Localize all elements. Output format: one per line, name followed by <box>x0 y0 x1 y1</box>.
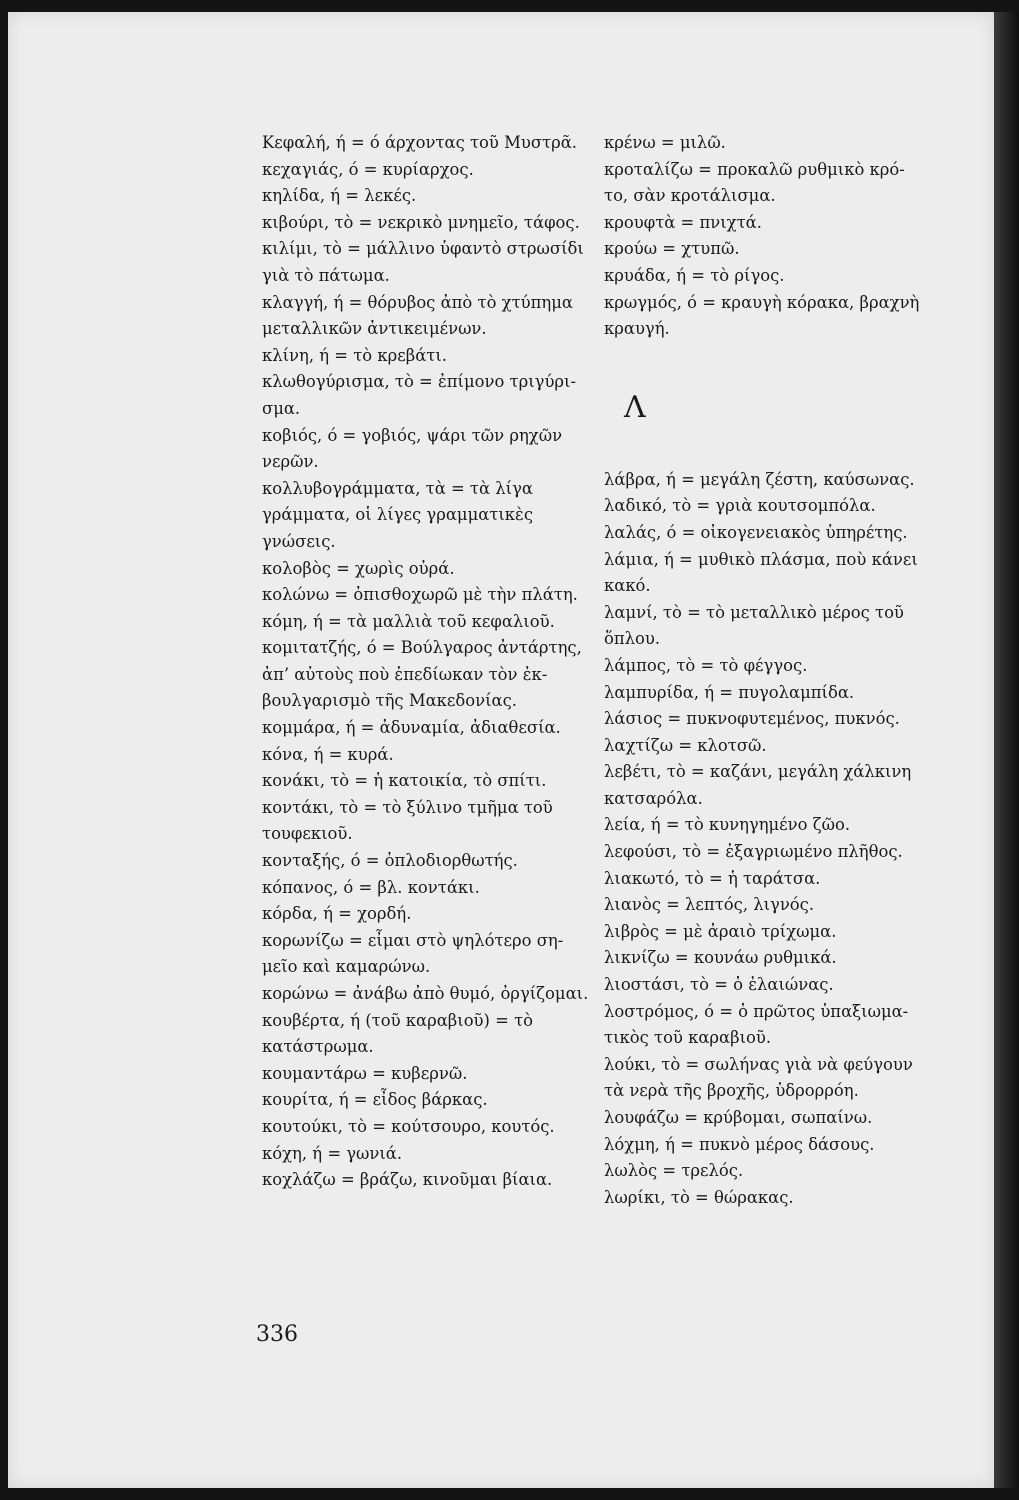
entry-line: το, σὰν κροτάλισμα. <box>604 186 776 206</box>
entry-line: λόχμη, ή = πυκνὸ μέρος δάσους. <box>604 1134 875 1154</box>
glossary-entry <box>262 1061 602 1088</box>
entry-line: σμα. <box>262 398 301 418</box>
entry-line: τὰ νερὰ τῆς βροχῆς, ὑδρορρόη. <box>604 1081 859 1101</box>
glossary-entry <box>604 1185 979 1212</box>
glossary-entry <box>262 210 602 237</box>
entry-line: λωρίκι, τὸ = θώρακας. <box>604 1187 794 1207</box>
glossary-entry <box>604 653 979 680</box>
entry-line: κολλυβογράμματα, τὰ = τὰ λίγα <box>262 478 533 498</box>
glossary-entry <box>262 928 602 981</box>
glossary-entry <box>262 1114 602 1141</box>
entry-line: Κεφαλή, ή = ό άρχοντας τοῦ Μυστρᾶ. <box>262 133 577 152</box>
section-letter-heading: Λ <box>624 389 646 425</box>
glossary-entry <box>262 848 602 875</box>
entry-line: λιακωτό, τὸ = ἡ ταράτσα. <box>604 868 821 888</box>
entry-line: γράμματα, οἱ λίγες γραμματικὲς <box>262 505 534 525</box>
entry-line: λαδικό, τὸ = γριὰ κουτσομπόλα. <box>604 496 876 516</box>
entry-line: κουμαντάρω = κυβερνῶ. <box>262 1063 468 1083</box>
glossary-entry <box>604 467 979 494</box>
entry-line: κροταλίζω = προκαλῶ ρυθμικὸ κρό- <box>604 159 905 179</box>
glossary-entry <box>604 706 979 733</box>
glossary-entry <box>604 1132 979 1159</box>
entry-line: νερῶν. <box>262 452 319 472</box>
glossary-entry <box>604 759 979 812</box>
entry-line: κουρίτα, ή = εἶδος βάρκας. <box>262 1090 488 1110</box>
entry-line: λικνίζω = κουνάω ρυθμικά. <box>604 948 837 968</box>
entry-line: κεχαγιάς, ό = κυρίαρχος. <box>262 159 474 179</box>
glossary-entry <box>262 742 602 769</box>
glossary-entry <box>262 290 602 343</box>
glossary-entry <box>604 547 979 600</box>
glossary-entry <box>604 945 979 972</box>
glossary-entries-kappa <box>604 130 979 343</box>
entry-line: κατσαρόλα. <box>604 788 703 808</box>
entry-line: κρούω = χτυπῶ. <box>604 239 740 259</box>
entry-line: λιοστάσι, τὸ = ὁ ἐλαιώνας. <box>604 975 834 995</box>
entry-line: κλίνη, ή = τὸ κρεβάτι. <box>262 345 448 365</box>
glossary-entry <box>604 1105 979 1132</box>
glossary-entry <box>262 556 602 583</box>
entry-line: κονάκι, τὸ = ἡ κατοικία, τὸ σπίτι. <box>262 771 547 791</box>
glossary-entry <box>262 715 602 742</box>
entry-line: κόνα, ή = κυρά. <box>262 744 394 764</box>
entry-line: κατάστρωμα. <box>262 1037 374 1057</box>
glossary-entry <box>262 609 602 636</box>
glossary-entry <box>262 157 602 184</box>
entry-line: τουφεκιοῦ. <box>262 824 353 844</box>
glossary-entry <box>604 236 979 263</box>
glossary-entry <box>604 866 979 893</box>
glossary-entry <box>604 999 979 1052</box>
glossary-entry <box>262 582 602 609</box>
glossary-entry <box>262 476 602 556</box>
glossary-entry <box>604 892 979 919</box>
entry-line: λάμια, ή = μυθικὸ πλάσμα, ποὺ κάνει <box>604 549 918 569</box>
glossary-entry <box>262 635 602 715</box>
entry-line: κιβούρι, τὸ = νεκρικὸ μνημεῖο, τάφος. <box>262 212 580 232</box>
entry-line: γιὰ τὸ πάτωμα. <box>262 265 390 285</box>
entry-line: λούκι, τὸ = σωλήνας γιὰ νὰ φεύγουν <box>604 1054 913 1074</box>
glossary-entry <box>604 680 979 707</box>
entry-line: λουφάζω = κρύβομαι, σωπαίνω. <box>604 1108 873 1127</box>
entry-line: κομιτατζής, ό = Βούλγαρος ἀντάρτης, <box>262 638 582 658</box>
glossary-entry <box>604 290 979 343</box>
entry-line: μεταλλικῶν ἀντικειμένων. <box>262 319 487 339</box>
entry-line: λαλάς, ό = οἰκογενειακὸς ὑπηρέτης. <box>604 522 908 542</box>
entry-line: λοστρόμος, ό = ὁ πρῶτος ὑπαξιωμα- <box>604 1001 909 1021</box>
glossary-entry <box>262 1008 602 1061</box>
entry-line: ἀπ’ αὐτοὺς ποὺ ἐπεδίωκαν τὸν ἐκ- <box>262 664 548 684</box>
glossary-entry <box>262 183 602 210</box>
glossary-entry <box>604 520 979 547</box>
glossary-entry <box>604 1158 979 1185</box>
entry-line: λαχτίζω = κλοτσῶ. <box>604 735 767 755</box>
entry-line: κρωγμός, ό = κραυγὴ κόρακα, βραχνὴ <box>604 292 920 312</box>
glossary-entry <box>262 130 602 157</box>
glossary-entry <box>262 369 602 422</box>
entry-line: κόχη, ή = γωνιά. <box>262 1143 403 1163</box>
entry-line: κοχλάζω = βράζω, κινοῦμαι βίαια. <box>262 1170 553 1190</box>
entry-line: λάμπος, τὸ = τὸ φέγγος. <box>604 655 808 675</box>
glossary-entry <box>262 236 602 289</box>
entry-line: λάσιος = πυκνοφυτεμένος, πυκνός. <box>604 709 900 729</box>
entry-line: κορώνω = ἀνάβω ἀπὸ θυμό, ὀργίζομαι. <box>262 984 589 1003</box>
entry-line: λωλὸς = τρελός. <box>604 1161 744 1181</box>
entry-line: κρουφτὰ = πνιχτά. <box>604 212 762 232</box>
entry-line: τικὸς τοῦ καραβιοῦ. <box>604 1028 772 1048</box>
entry-line: κοβιός, ό = γοβιός, ψάρι τῶν ρηχῶν <box>262 425 563 445</box>
entry-line: λεβέτι, τὸ = καζάνι, μεγάλη χάλκινη <box>604 762 912 782</box>
glossary-column-right <box>604 130 979 1211</box>
entry-line: κολοβὸς = χωρὶς οὐρά. <box>262 558 455 578</box>
entry-line: κρένω = μιλῶ. <box>604 133 726 152</box>
entry-line: κόρδα, ή = χορδή. <box>262 904 412 924</box>
glossary-entry <box>262 1087 602 1114</box>
entry-line: κονταξής, ό = ὁπλοδιορθωτής. <box>262 851 518 871</box>
glossary-entry <box>262 1167 602 1194</box>
entry-line: κολώνω = ὀπισθοχωρῶ μὲ τὴν πλάτη. <box>262 585 578 605</box>
glossary-entry <box>262 875 602 902</box>
glossary-entry <box>604 130 979 157</box>
entry-line: κλαγγή, ή = θόρυβος ἀπὸ τὸ χτύπημα <box>262 292 573 312</box>
glossary-entries-lambda <box>604 467 979 1212</box>
glossary-entry <box>604 157 979 210</box>
entry-line: κραυγή. <box>604 319 670 339</box>
entry-line: κουτούκι, τὸ = κούτσουρο, κουτός. <box>262 1116 555 1136</box>
entry-line: κηλίδα, ή = λεκές. <box>262 186 417 206</box>
entry-line: κόπανος, ό = βλ. κοντάκι. <box>262 877 480 897</box>
page-number: 336 <box>256 1322 298 1347</box>
entry-line: λαμπυρίδα, ή = πυγολαμπίδα. <box>604 682 855 702</box>
glossary-entry <box>262 901 602 928</box>
glossary-entry <box>604 972 979 999</box>
entry-line: κομμάρα, ή = ἀδυναμία, ἀδιαθεσία. <box>262 718 561 738</box>
entry-line: κορωνίζω = εἶμαι στὸ ψηλότερο ση- <box>262 930 564 950</box>
glossary-entry <box>604 210 979 237</box>
glossary-entry <box>262 795 602 848</box>
entry-line: λεφούσι, τὸ = ἐξαγριωμένο πλῆθος. <box>604 842 903 862</box>
glossary-entry <box>604 919 979 946</box>
glossary-entry <box>262 423 602 476</box>
glossary-entry <box>604 733 979 760</box>
glossary-entry <box>604 1052 979 1105</box>
glossary-entry <box>604 493 979 520</box>
entry-line: λεία, ή = τὸ κυνηγημένο ζῶο. <box>604 815 851 835</box>
entry-line: κρυάδα, ή = τὸ ρίγος. <box>604 265 785 285</box>
glossary-entry <box>262 768 602 795</box>
entry-line: μεῖο καὶ καμαρώνω. <box>262 957 431 977</box>
entry-line: κακό. <box>604 576 651 596</box>
entry-line: λιανὸς = λεπτός, λιγνός. <box>604 895 815 915</box>
entry-line: κοντάκι, τὸ = τὸ ξύλινο τμῆμα τοῦ <box>262 797 553 817</box>
glossary-entry <box>604 600 979 653</box>
entry-line: ὅπλου. <box>604 629 661 649</box>
entry-line: κόμη, ή = τὰ μαλλιὰ τοῦ κεφαλιοῦ. <box>262 611 555 631</box>
entry-line: κιλίμι, τὸ = μάλλινο ὑφαντὸ στρωσίδι <box>262 239 584 259</box>
glossary-entry <box>262 1141 602 1168</box>
entry-line: λάβρα, ή = μεγάλη ζέστη, καύσωνας. <box>604 469 915 489</box>
entry-line: βουλγαρισμὸ τῆς Μακεδονίας. <box>262 691 517 711</box>
glossary-entry <box>262 981 602 1008</box>
entry-line: λιβρὸς = μὲ ἀραιὸ τρίχωμα. <box>604 921 837 941</box>
glossary-entry <box>262 343 602 370</box>
entry-line: λαμνί, τὸ = τὸ μεταλλικὸ μέρος τοῦ <box>604 602 904 622</box>
glossary-entry <box>604 263 979 290</box>
entry-line: κουβέρτα, ή (τοῦ καραβιοῦ) = τὸ <box>262 1010 534 1030</box>
page-edge-shadow <box>994 12 1019 1488</box>
glossary-column-left <box>262 130 602 1194</box>
entry-line: γνώσεις. <box>262 531 336 551</box>
glossary-entry <box>604 812 979 839</box>
glossary-entry <box>604 839 979 866</box>
entry-line: κλωθογύρισμα, τὸ = ἐπίμονο τριγύρι- <box>262 372 577 392</box>
